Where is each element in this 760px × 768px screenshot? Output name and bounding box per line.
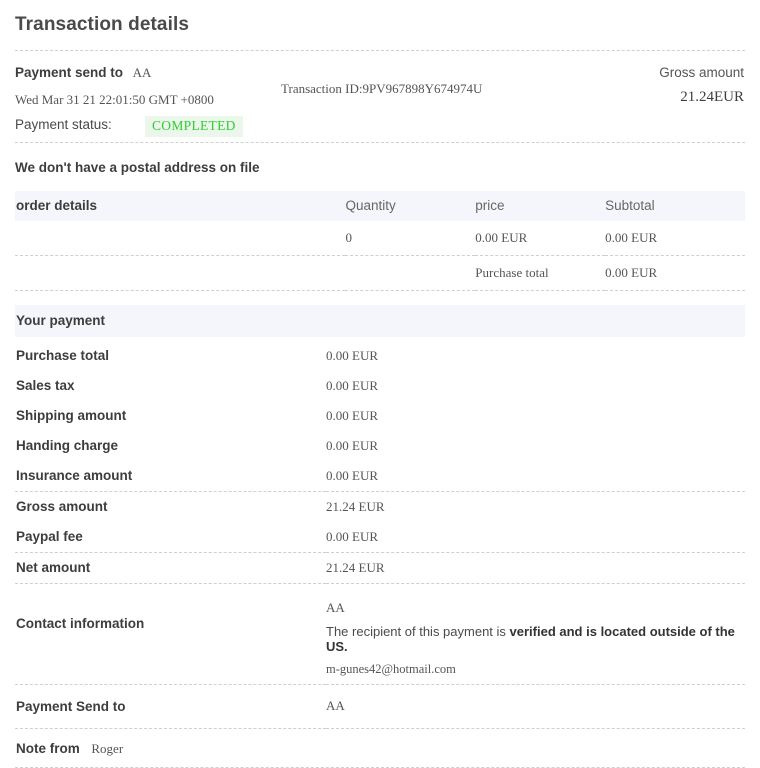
order-cell-quantity: 0	[345, 221, 475, 256]
payment-row-insurance-amount	[15, 461, 745, 492]
order-purchase-total-row	[15, 256, 745, 291]
order-header-details: order details	[15, 191, 345, 221]
payment-send-to-bottom-value: AA	[326, 685, 745, 729]
payment-status-label: Payment status:	[15, 117, 112, 132]
payment-value-net-amount: 21.24 EUR	[326, 553, 745, 584]
transaction-id-block	[281, 81, 482, 97]
order-purchase-total-label: Purchase total	[475, 256, 605, 291]
transaction-id-label: Transaction ID:	[281, 81, 363, 96]
your-payment-section-title: Your payment	[15, 305, 745, 337]
order-cell-price: 0.00 EUR	[475, 221, 605, 256]
order-header-quantity: Quantity	[345, 191, 475, 221]
gross-amount-value: 21.24EUR	[680, 89, 744, 105]
order-purchase-total-value: 0.00 EUR	[605, 256, 745, 291]
contact-email: m-gunes42@hotmail.com	[326, 662, 456, 677]
order-table-header-row	[15, 191, 745, 221]
table-row	[15, 221, 745, 256]
order-header-price: price	[475, 191, 605, 221]
payment-send-to-label: Payment send to	[15, 65, 124, 80]
payment-label-purchase-total: Purchase total	[16, 348, 110, 363]
payment-row-shipping-amount	[15, 401, 745, 431]
order-cell-subtotal: 0.00 EUR	[605, 221, 745, 256]
payment-label-insurance-amount: Insurance amount	[15, 461, 326, 492]
order-details-table	[15, 191, 745, 291]
payment-label-sales-tax: Sales tax	[16, 378, 75, 393]
payment-label-handing-charge: Handing charge	[16, 438, 119, 453]
postal-address-notice: We don't have a postal address on file	[15, 160, 260, 175]
payment-value-shipping-amount: 0.00 EUR	[326, 408, 378, 423]
payment-status-row	[15, 108, 745, 132]
payment-row-purchase-total	[15, 341, 745, 371]
recipient-text-prefix: The recipient of this payment is	[326, 624, 510, 640]
your-payment-table	[15, 341, 745, 584]
contact-information-table	[15, 594, 745, 729]
note-from-value: Roger	[91, 741, 124, 757]
payment-row-handing-charge	[15, 431, 745, 461]
order-cell-description	[15, 221, 345, 256]
payment-row-sales-tax	[15, 371, 745, 401]
payment-label-shipping-amount: Shipping amount	[16, 408, 127, 423]
payment-value-purchase-total: 0.00 EUR	[326, 348, 378, 363]
contact-name: AA	[326, 600, 345, 615]
order-total-spacer-2	[345, 256, 475, 291]
note-from-label: Note from	[16, 741, 80, 757]
payment-row-paypal-fee	[15, 522, 745, 553]
payment-send-to-row-bottom	[15, 685, 745, 729]
payment-label-paypal-fee: Paypal fee	[15, 522, 326, 553]
contact-information-row	[15, 594, 745, 685]
payment-summary	[15, 51, 745, 142]
payment-value-sales-tax: 0.00 EUR	[326, 378, 378, 393]
transaction-id-value: 9PV967898Y674974U	[362, 81, 483, 96]
gross-amount-label: Gross amount	[659, 65, 744, 80]
payment-label-gross-amount: Gross amount	[16, 499, 108, 514]
note-from-row	[15, 729, 745, 767]
recipient-verification-text	[326, 615, 745, 662]
payment-value-paypal-fee: 0.00 EUR	[326, 522, 745, 553]
payment-label-net-amount: Net amount	[15, 553, 326, 584]
payment-value-handing-charge: 0.00 EUR	[326, 438, 378, 453]
recipient-text-bold: verified and is located outside of the US.	[326, 624, 735, 655]
payment-row-gross-amount	[15, 492, 745, 523]
contact-information-label: Contact information	[15, 594, 326, 685]
payment-value-gross-amount: 21.24 EUR	[326, 499, 385, 514]
payment-send-to-value: AA	[132, 65, 152, 80]
payment-send-to-bottom-label: Payment Send to	[15, 685, 326, 729]
page-title: Transaction details	[15, 14, 190, 35]
payment-row-net-amount	[15, 553, 745, 584]
transaction-date: Wed Mar 31 21 22:01:50 GMT +0800	[15, 92, 214, 107]
contact-information-block	[326, 594, 745, 685]
status-badge: COMPLETED	[145, 116, 243, 137]
order-total-spacer-1	[15, 256, 345, 291]
payment-value-insurance-amount: 0.00 EUR	[326, 461, 745, 492]
order-header-subtotal: Subtotal	[605, 191, 745, 221]
